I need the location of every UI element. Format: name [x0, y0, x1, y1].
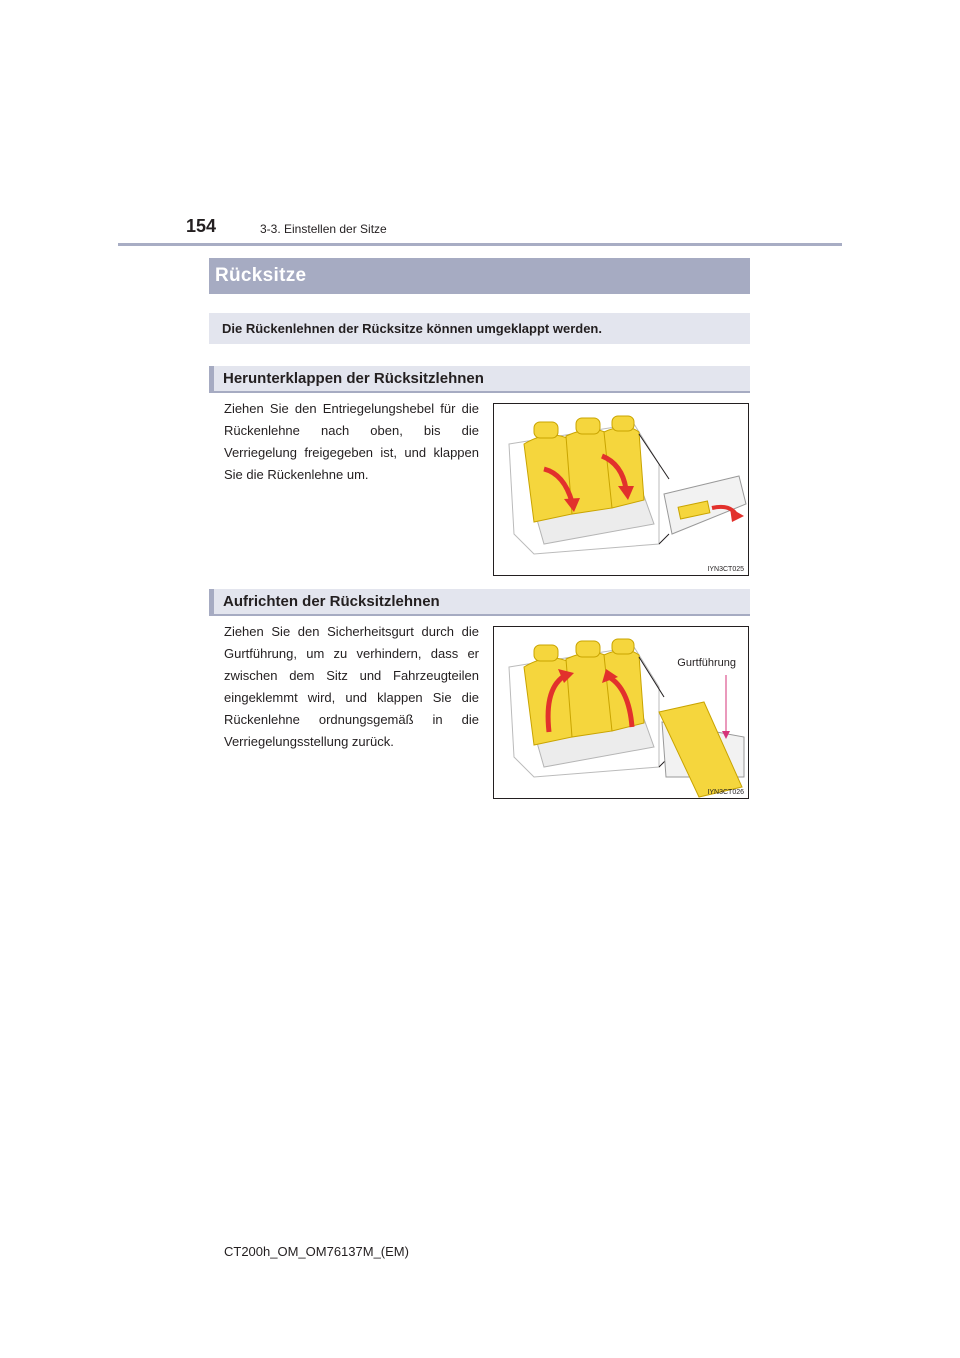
- section-body-raise: Ziehen Sie den Sicherheitsgurt durch die Gurtführung, um zu verhindern, dass er zwischen dem Sitz und Fahrzeugteilen eingeklemmt wird, und klappen Sie die Rückenlehne ordnungsgemäß in die Verriegelungsstellung zurück.: [224, 624, 479, 749]
- section-body-fold-down: Ziehen Sie den Entriegelungshebel für die Rückenlehne nach oben, bis die Verriegelung freigegeben ist, und klappen Sie die Rückenlehne um.: [224, 401, 479, 482]
- section-heading-text: Herunterklappen der Rücksitzlehnen: [223, 370, 484, 387]
- figure-fold-down: [493, 403, 749, 576]
- figure-code: IYN3CT026: [707, 789, 744, 796]
- footer-document-code: CT200h_OM_OM76137M_(EM): [224, 1244, 409, 1259]
- section-heading-text: Aufrichten der Rücksitzlehnen: [223, 593, 440, 610]
- section-heading-fold-down: [209, 366, 750, 393]
- seat-fold-down-illustration: [494, 404, 749, 576]
- belt-guide-label: Gurtführung: [677, 657, 736, 669]
- intro-text: Die Rückenlehnen der Rücksitze können umgeklappt werden.: [222, 321, 602, 336]
- seat-raise-illustration: [494, 627, 749, 799]
- page-title-bar: [209, 258, 750, 294]
- page-number: 154: [186, 216, 217, 236]
- header-rule: [118, 243, 842, 246]
- figure-raise: [493, 626, 749, 799]
- intro-box: [209, 313, 750, 344]
- page-title: Rücksitze: [215, 265, 307, 286]
- section-reference: 3-3. Einstellen der Sitze: [260, 222, 387, 236]
- section-heading-raise: [209, 589, 750, 616]
- figure-code: IYN3CT025: [707, 566, 744, 573]
